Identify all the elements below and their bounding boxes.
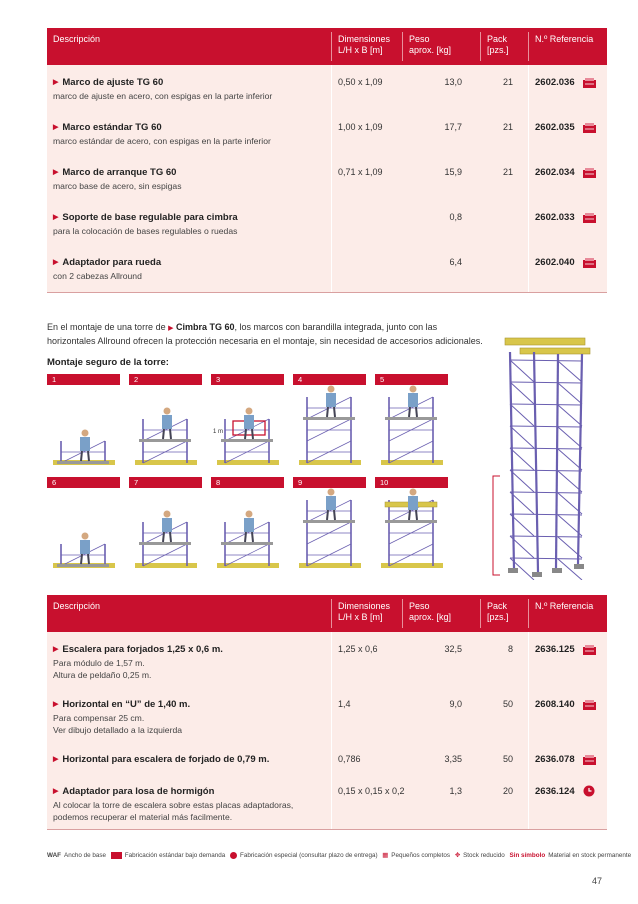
stock-icon <box>583 700 596 710</box>
scaffold-step-illustration <box>293 488 366 570</box>
scaffold-step-illustration <box>129 385 202 467</box>
product-title[interactable]: ▶ Soporte de base regulable para cimbra <box>53 212 238 223</box>
product-dimensions: 0,50 x 1,09 <box>338 77 383 87</box>
stock-icon <box>583 78 596 88</box>
step-number: 7 <box>129 477 202 488</box>
stock-icon <box>583 213 596 223</box>
table-header <box>47 28 607 65</box>
product-weight: 17,7 <box>444 122 462 132</box>
intro-paragraph: En el montaje de una torre de ▶ Cimbra TG 60, los marcos con barandilla integrada, junto con las horizontales Allround ofrecen la protección necesaria en el montaje, sin necesidad de accesorios adicionales. <box>47 322 483 346</box>
product-weight: 1,3 <box>449 786 462 796</box>
table-row <box>47 774 607 830</box>
product-weight: 0,8 <box>449 212 462 222</box>
assembly-step <box>47 477 120 570</box>
table-row <box>47 65 607 111</box>
assembly-step <box>211 374 284 467</box>
product-dimensions: 0,71 x 1,09 <box>338 167 383 177</box>
assembly-step <box>293 477 366 570</box>
header-dimensions: Dimensiones L/H x B [m] <box>338 34 391 55</box>
product-pack: 50 <box>502 699 513 709</box>
step-number: 1 <box>47 374 120 385</box>
product-dimensions: 0,786 <box>338 754 361 764</box>
stock-icon <box>111 852 122 859</box>
product-title[interactable]: ▶ Horizontal para escalera de forjado de 0,79 m. <box>53 754 269 765</box>
product-pack: 50 <box>502 754 513 764</box>
waf-label: WAF <box>47 852 61 860</box>
step-number: 4 <box>293 374 366 385</box>
product-title[interactable]: ▶ Marco de ajuste TG 60 <box>53 77 163 88</box>
stock-icon <box>583 645 596 655</box>
product-weight: 9,0 <box>449 699 462 709</box>
table-row <box>47 245 607 293</box>
product-reference[interactable]: 2602.035 <box>535 122 575 133</box>
step-number: 10 <box>375 477 448 488</box>
stock-icon <box>583 168 596 178</box>
header-weight: Peso aprox. [kg] <box>409 34 452 55</box>
assembly-step <box>211 477 284 570</box>
product-title[interactable]: ▶ Adaptador para rueda <box>53 257 161 268</box>
scaffold-step-illustration <box>129 488 202 570</box>
assembly-step <box>375 477 448 570</box>
stock-icon <box>583 755 596 765</box>
table-row <box>47 687 607 743</box>
product-title[interactable]: ▶ Marco de arranque TG 60 <box>53 167 176 178</box>
grid-icon: ▦ <box>382 852 389 860</box>
assembly-step <box>293 374 366 467</box>
table-row <box>47 200 607 246</box>
product-dimensions: 0,15 x 0,15 x 0,2 <box>338 786 405 796</box>
step-number: 3 <box>211 374 284 385</box>
table-row <box>47 155 607 201</box>
clock-icon <box>583 785 595 797</box>
step-number: 9 <box>293 477 366 488</box>
page-number: 47 <box>592 876 603 886</box>
assembly-title: Montaje seguro de la torre: <box>47 357 169 368</box>
product-link[interactable]: Cimbra TG 60 <box>175 322 235 332</box>
scaffold-step-illustration <box>375 488 448 570</box>
assembly-step <box>47 374 120 467</box>
header-weight: Peso aprox. [kg] <box>409 601 452 622</box>
legend-footer: WAF Ancho de base Fabricación estándar bajo demanda Fabricación especial (consultar plazo de entrega) ▦ Pequeños completos ✥ Stock reducido Sin símbolo Material en stock permanente <box>47 852 632 860</box>
assembly-step <box>375 374 448 467</box>
product-dimensions: 1,4 <box>338 699 351 709</box>
product-pack: 20 <box>502 786 513 796</box>
scaffold-step-illustration <box>211 488 284 570</box>
product-table-frames <box>47 28 607 302</box>
product-pack: 21 <box>502 77 513 87</box>
product-dimensions: 1,00 x 1,09 <box>338 122 383 132</box>
product-reference[interactable]: 2602.036 <box>535 77 575 88</box>
scaffold-step-illustration <box>293 385 366 467</box>
product-reference[interactable]: 2602.040 <box>535 257 575 268</box>
product-weight: 3,35 <box>444 754 462 764</box>
stock-icon <box>583 123 596 133</box>
header-reference: N.º Referencia <box>535 601 594 611</box>
assembly-step <box>129 477 202 570</box>
product-reference[interactable]: 2602.034 <box>535 167 575 178</box>
step-number: 5 <box>375 374 448 385</box>
product-weight: 13,0 <box>444 77 462 87</box>
scaffold-step-illustration <box>47 488 120 570</box>
product-reference[interactable]: 2602.033 <box>535 212 575 223</box>
scaffold-step-illustration <box>375 385 448 467</box>
product-reference[interactable]: 2636.078 <box>535 754 575 765</box>
table-row <box>47 742 607 775</box>
product-pack: 21 <box>502 167 513 177</box>
product-description: para la colocación de bases regulables o ruedas <box>53 226 238 236</box>
step-number: 2 <box>129 374 202 385</box>
product-reference[interactable]: 2636.124 <box>535 786 575 797</box>
product-description: marco base de acero, sin espigas <box>53 181 182 191</box>
stock-icon <box>583 258 596 268</box>
product-title[interactable]: ▶ Horizontal en “U” de 1,40 m. <box>53 699 190 710</box>
product-description: Para módulo de 1,57 m. Altura de peldaño 0,25 m. <box>53 658 152 680</box>
product-description: con 2 cabezas Allround <box>53 271 142 281</box>
header-dimensions: Dimensiones L/H x B [m] <box>338 601 391 622</box>
clock-icon <box>230 852 237 859</box>
table-row <box>47 110 607 156</box>
product-title[interactable]: ▶ Marco estándar TG 60 <box>53 122 162 133</box>
product-title[interactable]: ▶ Adaptador para losa de hormigón <box>53 786 214 797</box>
product-reference[interactable]: 2636.125 <box>535 644 575 655</box>
product-description: Para compensar 25 cm. Ver dibujo detallado a la izquierda <box>53 713 182 735</box>
product-weight: 15,9 <box>444 167 462 177</box>
product-dimensions: 1,25 x 0,6 <box>338 644 378 654</box>
product-title[interactable]: ▶ Escalera para forjados 1,25 x 0,6 m. <box>53 644 223 655</box>
header-reference: N.º Referencia <box>535 34 594 44</box>
header-description: Descripción <box>53 34 101 44</box>
product-reference[interactable]: 2608.140 <box>535 699 575 710</box>
product-weight: 6,4 <box>449 257 462 267</box>
product-description: marco estándar de acero, con espigas en la parte inferior <box>53 136 271 146</box>
step-number: 6 <box>47 477 120 488</box>
product-pack: 8 <box>507 644 513 654</box>
product-description: Al colocar la torre de escalera sobre estas placas adaptadoras, podemos recuperar el material más facilmente. <box>53 800 294 822</box>
product-description: marco de ajuste en acero, con espigas en la parte inferior <box>53 91 273 101</box>
assembly-step <box>129 374 202 467</box>
height-label: 1 m <box>213 429 224 435</box>
table-header <box>47 595 607 632</box>
product-table-accessories <box>47 595 607 835</box>
table-row <box>47 632 607 688</box>
header-pack: Pack [pzs.] <box>487 34 509 55</box>
step-number: 8 <box>211 477 284 488</box>
scaffold-step-illustration <box>211 385 284 467</box>
stock-reduced-icon: ✥ <box>454 852 461 860</box>
product-pack: 21 <box>502 122 513 132</box>
header-pack: Pack [pzs.] <box>487 601 509 622</box>
header-description: Descripción <box>53 601 101 611</box>
product-weight: 32,5 <box>444 644 462 654</box>
scaffold-tower-illustration <box>490 330 608 580</box>
scaffold-step-illustration <box>47 385 120 467</box>
